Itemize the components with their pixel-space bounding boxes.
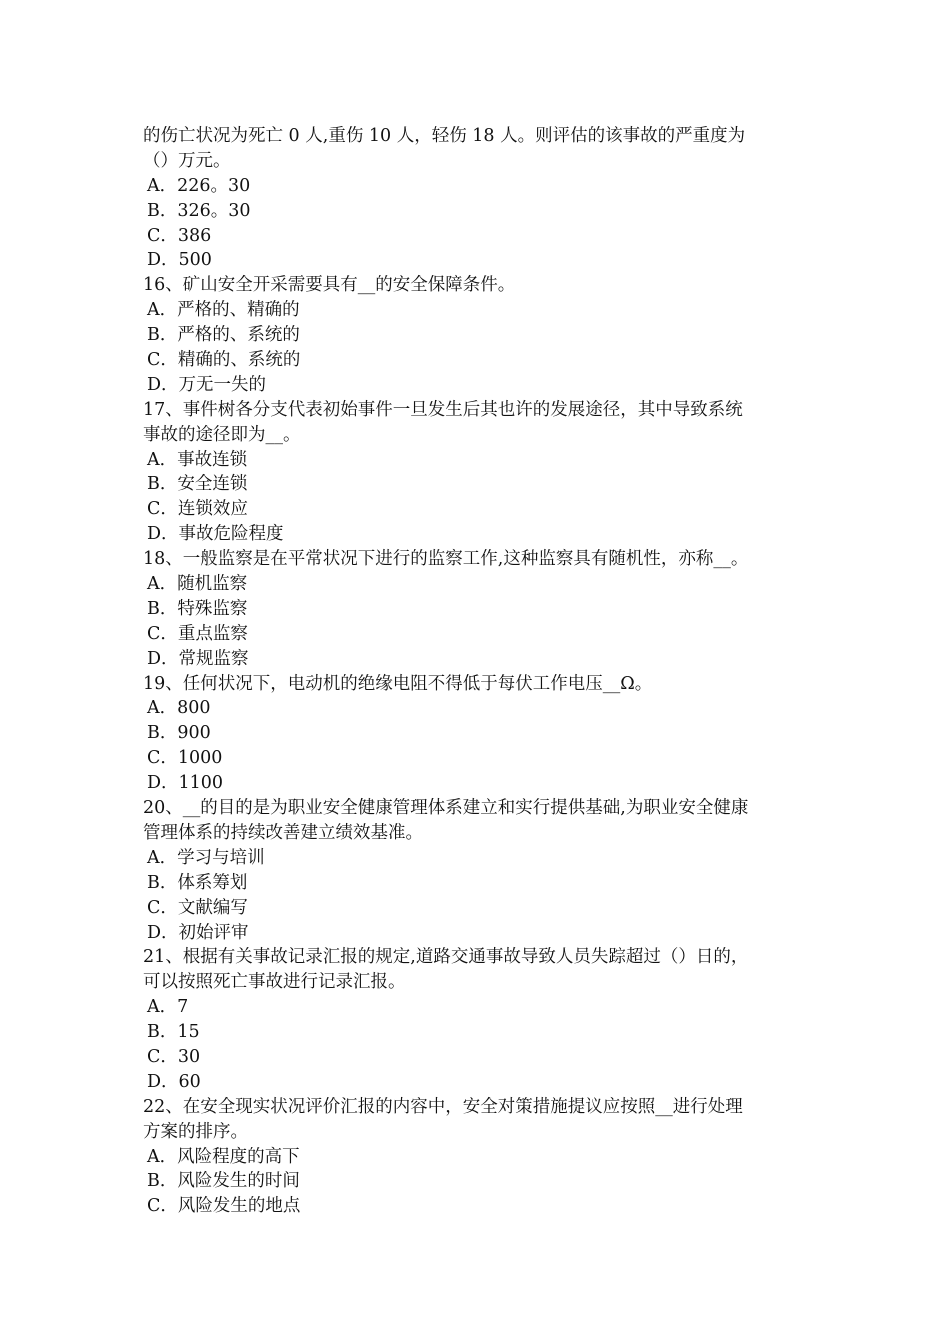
answer-option-line: B．安全连锁 <box>147 474 248 495</box>
answer-option-line: D．1100 <box>147 773 224 794</box>
answer-option-line: A．随机监察 <box>147 574 248 595</box>
answer-option-line: B．900 <box>147 723 211 744</box>
question-text-line: （）万元。 <box>143 150 231 171</box>
answer-option-line: B．15 <box>147 1022 200 1043</box>
answer-option-line: D．60 <box>147 1071 201 1092</box>
answer-option-line: A．严格的、精确的 <box>147 300 300 321</box>
question-text-line: 事故的途径即为__。 <box>143 424 301 445</box>
question-text-line: 21、根据有关事故记录汇报的规定,道路交通事故导致人员失踪超过（）日的， <box>143 947 749 968</box>
question-text-line: 22、在安全现实状况评价汇报的内容中，安全对策措施提议应按照__进行处理 <box>143 1096 743 1117</box>
answer-option-line: D．初始评审 <box>147 922 249 943</box>
answer-option-line: B．严格的、系统的 <box>147 325 300 346</box>
exam-questions-text <box>143 124 813 1219</box>
answer-option-line: A．风险程度的高下 <box>147 1146 300 1167</box>
question-text-line: 可以按照死亡事故进行记录汇报。 <box>143 972 406 993</box>
answer-option-line: D．万无一失的 <box>147 374 267 395</box>
answer-option-line: C．风险发生的地点 <box>147 1196 301 1217</box>
answer-option-line: A．事故连锁 <box>147 449 248 470</box>
answer-option-line: B．特殊监察 <box>147 598 248 619</box>
answer-option-line: B．风险发生的时间 <box>147 1171 300 1192</box>
question-text-line: 方案的排序。 <box>143 1121 248 1142</box>
question-text-line: 的伤亡状况为死亡 0 人,重伤 10 人，轻伤 18 人。则评估的该事故的严重度为 <box>143 126 746 146</box>
question-text-line: 20、__的目的是为职业安全健康管理体系建立和实行提供基础,为职业安全健康 <box>143 798 749 819</box>
question-text-line: 19、任何状况下，电动机的绝缘电阻不得低于每伏工作电压__Ω。 <box>143 673 653 694</box>
answer-option-line: D．常规监察 <box>147 648 249 669</box>
question-text-line: 17、事件树各分支代表初始事件一旦发生后其也许的发展途径，其中导致系统 <box>143 399 743 420</box>
answer-option-line: B．体系筹划 <box>147 872 248 893</box>
answer-option-line: C．重点监察 <box>147 623 248 644</box>
question-text-line: 18、一般监察是在平常状况下进行的监察工作,这种监察具有随机性，亦称__。 <box>143 549 749 570</box>
answer-option-line: A．226。30 <box>147 175 251 196</box>
answer-option-line: C．精确的、系统的 <box>147 350 301 371</box>
answer-option-line: D．500 <box>147 250 212 271</box>
answer-option-line: C．1000 <box>147 748 223 769</box>
answer-option-line: C．30 <box>147 1046 201 1067</box>
answer-option-line: A．学习与培训 <box>147 847 265 868</box>
answer-option-line: C．386 <box>147 225 212 246</box>
question-text-line: 管理体系的持续改善建立绩效基准。 <box>143 822 423 843</box>
answer-option-line: A．7 <box>147 997 189 1018</box>
answer-option-line: B．326。30 <box>147 200 251 221</box>
answer-option-line: D．事故危险程度 <box>147 524 284 545</box>
answer-option-line: C．连锁效应 <box>147 499 248 520</box>
question-text-line: 16、矿山安全开采需要具有__的安全保障条件。 <box>143 275 516 296</box>
answer-option-line: A．800 <box>147 698 211 719</box>
answer-option-line: C．文献编写 <box>147 897 248 918</box>
